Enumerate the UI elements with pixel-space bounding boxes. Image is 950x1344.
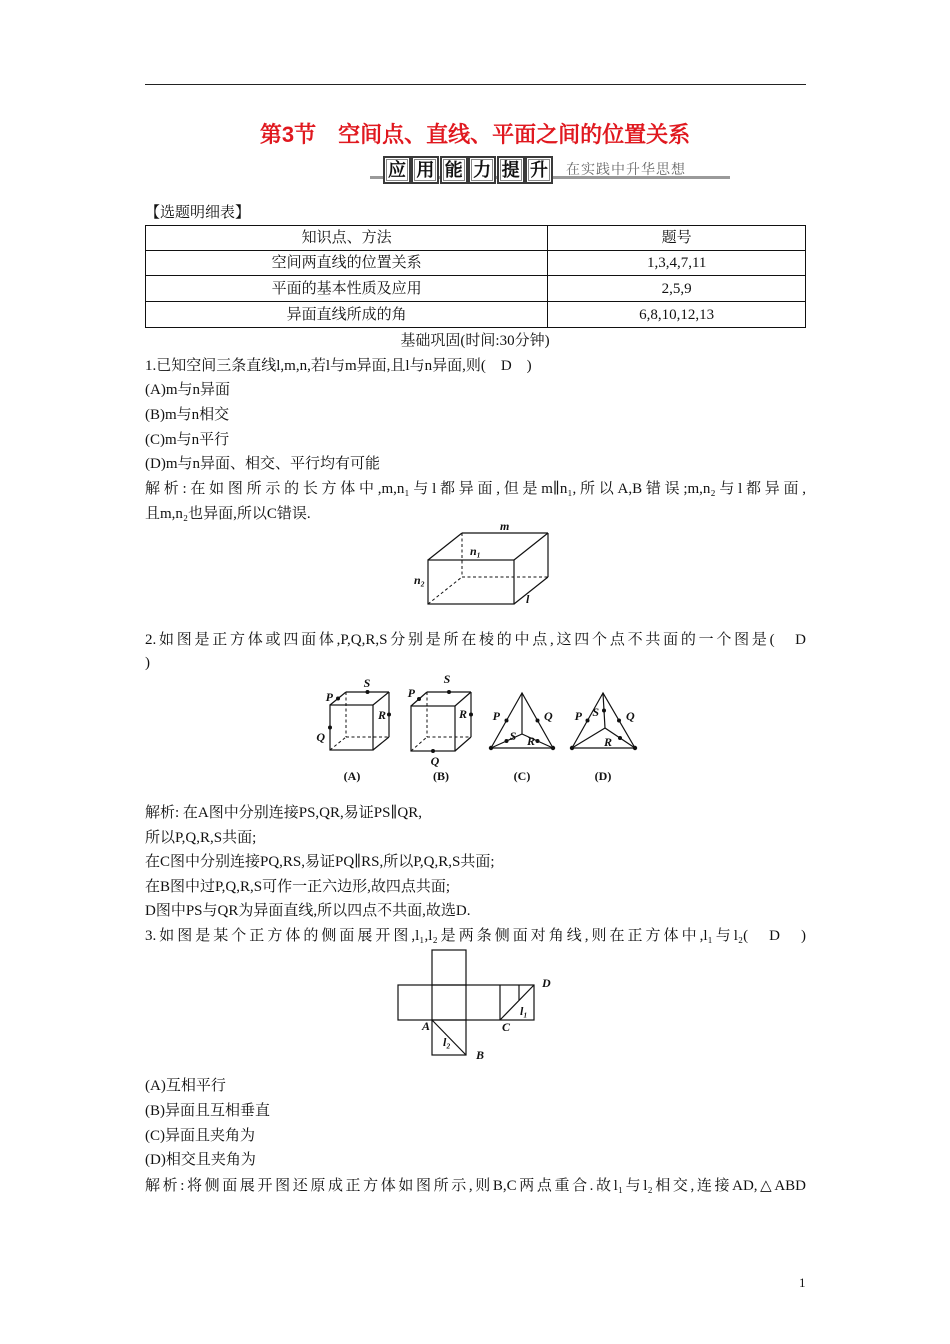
page-number: 1: [799, 1275, 806, 1290]
label-q: Q: [316, 730, 325, 744]
label-p: P: [574, 709, 582, 723]
banner: [383, 156, 553, 184]
point-r: [618, 736, 622, 740]
point-p: [586, 719, 590, 723]
section-heading: 基础巩固(时间:30分钟): [400, 333, 550, 349]
question-3-analysis: 解析:将侧面展开图还原成正方体如图所示,则B,C两点重合.故l₁与l₂相交,连接AD,△ABD: [145, 1178, 806, 1194]
point-q: [536, 719, 540, 723]
cube-a-edge: [373, 737, 389, 750]
banner-char: 提: [497, 156, 525, 184]
table-cell: 平面的基本性质及应用: [146, 276, 548, 302]
question-1-stem: 1.已知空间三条直线l,m,n,若l与m异面,且l与n异面,则( D ): [145, 358, 532, 374]
cube-a-front-face: [330, 705, 373, 750]
cube-b-front-face: [411, 706, 455, 751]
label-n2: n₂: [414, 573, 425, 587]
point-r: [536, 739, 540, 743]
label-r: R: [603, 735, 613, 749]
label-c: C: [502, 1020, 511, 1034]
question-2-stem: 2.如图是正方体或四面体,P,Q,R,S分别是所在棱的中点,这四个点不共面的一个图是( D: [145, 632, 806, 648]
four-solids-figure: [305, 668, 645, 790]
label-a: A: [421, 1019, 430, 1033]
cube-b: [408, 672, 473, 783]
banner-char: 力: [468, 156, 496, 184]
point-p: [336, 697, 340, 701]
table-caption: 【选题明细表】: [145, 205, 251, 221]
question-2-analysis: 在C图中分别连接PQ,RS,易证PQ∥RS,所以P,Q,R,S共面;: [145, 854, 495, 870]
cube-b-edge: [455, 737, 471, 751]
section-title-text: 空间点、直线、平面之间的位置关系: [338, 122, 691, 147]
banner-char: 升: [525, 156, 553, 184]
question-3-option-b: (B)异面且互相垂直: [145, 1103, 270, 1119]
vertex-dot: [570, 746, 574, 750]
table-cell: 空间两直线的位置关系: [146, 251, 548, 276]
question-2-analysis: 所以P,Q,R,S共面;: [145, 830, 257, 846]
label-p: P: [492, 709, 500, 723]
question-3-option-c: (C)异面且夹角为: [145, 1128, 255, 1144]
cube-a-hidden-edge: [330, 737, 346, 750]
cuboid-hidden-edge: [428, 577, 462, 604]
table-header-cell: 知识点、方法: [146, 226, 548, 251]
cube-a-edge: [373, 692, 389, 705]
question-1-analysis: 且m,n₂也异面,所以C错误.: [145, 506, 311, 522]
question-2-analysis: D图中PS与QR为异面直线,所以四点不共面,故选D.: [145, 903, 471, 919]
table-header-row: [146, 226, 806, 251]
tetrahedron-d: [570, 693, 637, 783]
question-2-analysis: 在B图中过P,Q,R,S可作一正六边形,故四点共面;: [145, 879, 451, 895]
label-r: R: [458, 707, 468, 721]
header-rule: [145, 84, 806, 85]
net-top-square: [432, 950, 466, 985]
question-3-option-d: (D)相交且夹角为: [145, 1152, 256, 1168]
point-r: [387, 713, 391, 717]
question-1-option-b: (B)m与n相交: [145, 407, 230, 423]
label-d: D: [542, 976, 551, 990]
question-2-stem: ): [145, 655, 150, 671]
caption-b: (B): [433, 769, 449, 783]
label-r: R: [377, 708, 387, 722]
label-s: S: [363, 676, 371, 690]
table-cell: 6,8,10,12,13: [548, 302, 806, 328]
banner-char: 用: [411, 156, 439, 184]
label-r: R: [526, 734, 536, 748]
point-s: [366, 690, 370, 694]
caption-a: (A): [343, 769, 361, 783]
point-q: [431, 749, 435, 753]
label-s: S: [443, 672, 451, 686]
cube-net-figure: [390, 945, 560, 1063]
banner-char: 能: [440, 156, 468, 184]
point-q: [617, 719, 621, 723]
label-l2: l₂: [443, 1035, 451, 1049]
label-l1: l₁: [520, 1004, 528, 1018]
diagonal-l1: [500, 985, 534, 1020]
cuboid-figure: [410, 520, 560, 612]
cube-b-edge: [455, 692, 471, 706]
label-m: m: [500, 519, 510, 533]
cube-a: [316, 676, 391, 783]
question-1-option-a: (A)m与n异面: [145, 382, 230, 398]
label-b: B: [476, 1048, 485, 1062]
question-2-analysis: 解析: 在A图中分别连接PS,QR,易证PS∥QR,: [145, 805, 422, 821]
table-row: [146, 251, 806, 276]
point-s: [505, 739, 509, 743]
label-s: S: [509, 729, 517, 743]
caption-c: (C): [513, 769, 531, 783]
cube-b-hidden-edge: [411, 737, 427, 751]
point-r: [469, 713, 473, 717]
cuboid-edge-l: [514, 577, 548, 604]
table-cell: 异面直线所成的角: [146, 302, 548, 328]
point-s: [447, 690, 451, 694]
selection-table: [145, 225, 806, 328]
label-q: Q: [544, 709, 553, 723]
label-p: P: [407, 686, 415, 700]
label-q: Q: [430, 754, 440, 768]
label-p: P: [325, 690, 333, 704]
section-number: 第3节: [259, 122, 317, 147]
vertex-dot: [489, 746, 493, 750]
cuboid-front-face: [428, 560, 514, 604]
point-s: [602, 709, 606, 713]
point-p: [417, 697, 421, 701]
label-n1: n₁: [470, 544, 481, 558]
page-title: [0, 122, 950, 148]
label-s: S: [592, 705, 599, 719]
cuboid-edge: [514, 533, 548, 560]
table-header-cell: 题号: [548, 226, 806, 251]
point-q: [328, 726, 332, 730]
banner-slogan: 在实践中升华思想: [566, 161, 686, 177]
table-cell: 2,5,9: [548, 276, 806, 302]
cuboid-edge: [428, 533, 462, 560]
question-1-analysis: 解析:在如图所示的长方体中,m,n₁与l都异面,但是m∥n₁,所以A,B错误;m,n₂与l都异面,: [145, 481, 806, 497]
question-3-stem: 3.如图是某个正方体的侧面展开图,l₁,l₂是两条侧面对角线,则在正方体中,l₁与l₂( D ): [145, 928, 806, 944]
banner-char: 应: [383, 156, 411, 184]
question-1-option-d: (D)m与n异面、相交、平行均有可能: [145, 456, 380, 472]
table-row: [146, 302, 806, 328]
table-cell: 1,3,4,7,11: [548, 251, 806, 276]
label-l: l: [526, 592, 530, 606]
caption-d: (D): [594, 769, 612, 783]
question-1-option-c: (C)m与n平行: [145, 432, 230, 448]
label-q: Q: [626, 709, 635, 723]
tetrahedron-c: [489, 693, 555, 783]
vertex-dot: [551, 746, 555, 750]
question-3-option-a: (A)互相平行: [145, 1078, 226, 1094]
table-row: [146, 276, 806, 302]
point-p: [505, 719, 509, 723]
vertex-dot: [633, 746, 637, 750]
